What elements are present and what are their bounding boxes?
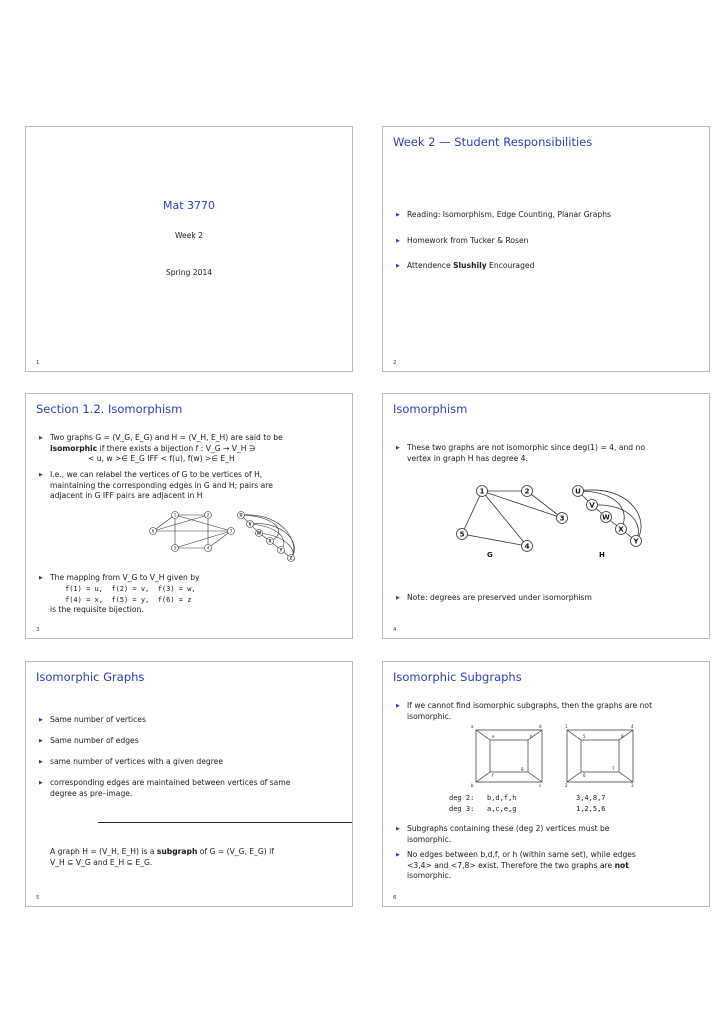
subgraphs-line-2: isomorphic. (407, 711, 452, 721)
h-vertex-y: Y (633, 537, 639, 546)
deg2-subgraphs-line-2: isomorphic. (407, 834, 452, 844)
g-vertex-6: 6 (151, 528, 155, 534)
not-isomorphic-line-2: vertex in graph H has degree 4. (407, 453, 528, 463)
h-vertex-x: X (618, 525, 624, 534)
page-number: 4 (393, 627, 397, 633)
g-vertex-5: 5 (459, 530, 465, 539)
right-vertex-7: 7 (612, 766, 615, 771)
right-vertex-4: 4 (631, 724, 634, 729)
bullet-conclusion: ▶ No edges between b,d,f, or h (within same set), while edges (407, 850, 636, 861)
bullet-definition: ▶ Two graphs G = (V_G, E_G) and H = (V_H, E_H) are said to be (50, 433, 283, 444)
deg3-label: deg 3: (449, 805, 475, 813)
attend-bold: Slushily (453, 261, 487, 270)
right-vertex-8: 8 (621, 734, 624, 739)
mapping-line-2: f(4) = x, f(5) = y, f(6) = z (65, 596, 192, 604)
isomorphic-term: isomorphic (50, 443, 98, 453)
slide-title: Isomorphic Graphs (36, 670, 145, 684)
h-vertex-u: U (575, 487, 581, 496)
left-vertex-d: d (539, 724, 542, 729)
page-number: 5 (36, 895, 40, 901)
bullet-degree: ▶ same number of vertices with a given degree (50, 757, 223, 768)
slide-title: Section 1.2. Isomorphism (36, 402, 183, 416)
page-number: 6 (393, 895, 397, 901)
graph-g-h-diagram (453, 483, 693, 563)
bullet-edges: ▶ Same number of edges (50, 736, 139, 747)
page-number: 1 (36, 360, 40, 366)
h-vertex-z: Z (289, 555, 293, 561)
graph-g-vertices (457, 486, 568, 552)
definition-line-3: < u, w >∈ E_G IFF < f(u), f(w) >∈ E_H (88, 454, 235, 464)
graph-g-label: G (487, 551, 493, 559)
week-label: Week 2 (174, 231, 204, 240)
slide-3 (25, 393, 353, 639)
slide-6 (382, 661, 710, 907)
g-vertex-1: 1 (479, 487, 485, 496)
bullet-homework: ▶ Homework from Tucker & Rosen (407, 236, 528, 247)
slide-5 (25, 661, 353, 907)
conclusion-line-2 (407, 861, 629, 872)
page-number: 2 (393, 360, 397, 366)
slide-title: Week 2 — Student Responsibilities (393, 135, 593, 149)
cube-graphs-diagram (469, 724, 639, 788)
h-vertex-x: X (268, 538, 272, 544)
graph-g-vertices (150, 512, 235, 552)
deg3-left: a,c,e,g (487, 805, 517, 813)
bullet-corresponding: ▶ corresponding edges are maintained between vertices of same (50, 778, 290, 789)
relabel-line-2: maintaining the corresponding edges in G and H; pairs are (50, 480, 273, 490)
bullet-mapping: ▶ The mapping from V_G to V_H given by (50, 573, 200, 584)
subgraph-definition-line-2: V_H ⊆ V_G and E_H ⊆ E_G. (50, 857, 153, 867)
right-vertex-3: 3 (631, 783, 634, 788)
h-vertex-y: Y (279, 547, 283, 553)
bullet-subgraphs: ▶ If we cannot find isomorphic subgraphs, then the graphs are not (407, 701, 652, 712)
term-label: Spring 2014 (165, 268, 213, 277)
g-vertex-5: 5 (173, 545, 177, 551)
right-graph-labels (565, 724, 634, 788)
deg2-right: 3,4,8,7 (576, 794, 606, 802)
left-vertex-c: c (539, 783, 542, 788)
h-vertex-u: U (239, 512, 243, 518)
slide-4 (382, 393, 710, 639)
graph-h-label: H (599, 551, 605, 559)
bullet-reading: ▶ Reading: Isomorphism, Edge Counting, Planar Graphs (407, 210, 611, 221)
h-vertex-v: V (589, 501, 595, 510)
h-vertex-v: V (248, 521, 252, 527)
subgraph-term: subgraph (156, 847, 198, 856)
left-vertex-h: h (530, 734, 533, 739)
divider (98, 822, 353, 823)
deg2-left: b,d,f,h (487, 794, 517, 802)
attend-post: Encouraged (486, 261, 535, 270)
graph-pair-diagram (138, 510, 338, 566)
left-vertex-g: g (521, 766, 524, 771)
right-vertex-5: 5 (583, 734, 586, 739)
left-graph-labels (471, 724, 542, 788)
page-number: 3 (36, 627, 40, 633)
left-vertex-a: a (471, 724, 474, 729)
left-vertex-b: b (471, 783, 474, 788)
deg3-right: 1,2,5,6 (576, 805, 606, 813)
g-vertex-2: 2 (206, 512, 210, 518)
left-vertex-e: e (492, 734, 495, 739)
deg2-label: deg 2: (449, 794, 475, 802)
definition-line-2 (50, 444, 256, 455)
bullet-note: ▶ Note: degrees are preserved under isomorphism (407, 593, 592, 604)
not-term: not (614, 860, 629, 870)
attend-pre: Attendence (407, 261, 454, 270)
conclusion-line-3: isomorphic. (407, 871, 452, 881)
g-vertex-2: 2 (524, 487, 530, 496)
g-vertex-4: 4 (206, 545, 210, 551)
graph-g-edges (459, 491, 562, 546)
h-vertex-w: W (602, 513, 610, 522)
slide-1 (25, 126, 353, 372)
left-vertex-f: f (492, 773, 494, 778)
right-vertex-1: 1 (565, 724, 568, 729)
bullet-attendance (407, 261, 534, 272)
course-title: Mat 3770 (162, 199, 216, 212)
slide-title: Isomorphic Subgraphs (393, 670, 522, 684)
bullet-relabel: ▶ I.e., we can relabel the vertices of G to be vertices of H, (50, 470, 262, 481)
mapping-line-1: f(1) = u, f(2) = v, f(3) = w, (65, 585, 196, 593)
graph-g-edges (153, 515, 231, 551)
relabel-line-3: adjacent in G IFF pairs are adjacent in H (50, 491, 203, 501)
subgraph-definition (50, 847, 274, 858)
bullet-deg2-subgraphs: ▶ Subgraphs containing these (deg 2) vertices must be (407, 824, 609, 835)
g-vertex-1: 1 (173, 512, 177, 518)
bullet-not-isomorphic: ▶ These two graphs are not isomorphic since deg(1) = 4, and no (407, 443, 645, 454)
g-vertex-4: 4 (524, 542, 530, 551)
mapping-conclusion: is the requisite bijection. (50, 605, 144, 614)
conclusion-text: <3,4> and <7,8> exist. Therefore the two graphs are (407, 860, 615, 870)
bullet-vertices: ▶ Same number of vertices (50, 715, 146, 726)
def-text-a: A graph H = (V_H, E_H) is a (50, 847, 157, 856)
right-vertex-2: 2 (565, 783, 568, 788)
definition-line-2-text: if there exists a bijection f : V_G → V_H ∋ (97, 443, 256, 453)
g-vertex-3: 3 (559, 514, 565, 523)
h-vertex-w: W (256, 530, 262, 536)
def-text-b: of G = (V_G, E_G) if (197, 847, 274, 856)
g-vertex-3: 3 (229, 528, 233, 534)
slide-title: Isomorphism (393, 402, 468, 416)
corresponding-line-2: degree as pre–image. (50, 788, 133, 798)
right-vertex-6: 6 (583, 773, 586, 778)
slide-2 (382, 126, 710, 372)
